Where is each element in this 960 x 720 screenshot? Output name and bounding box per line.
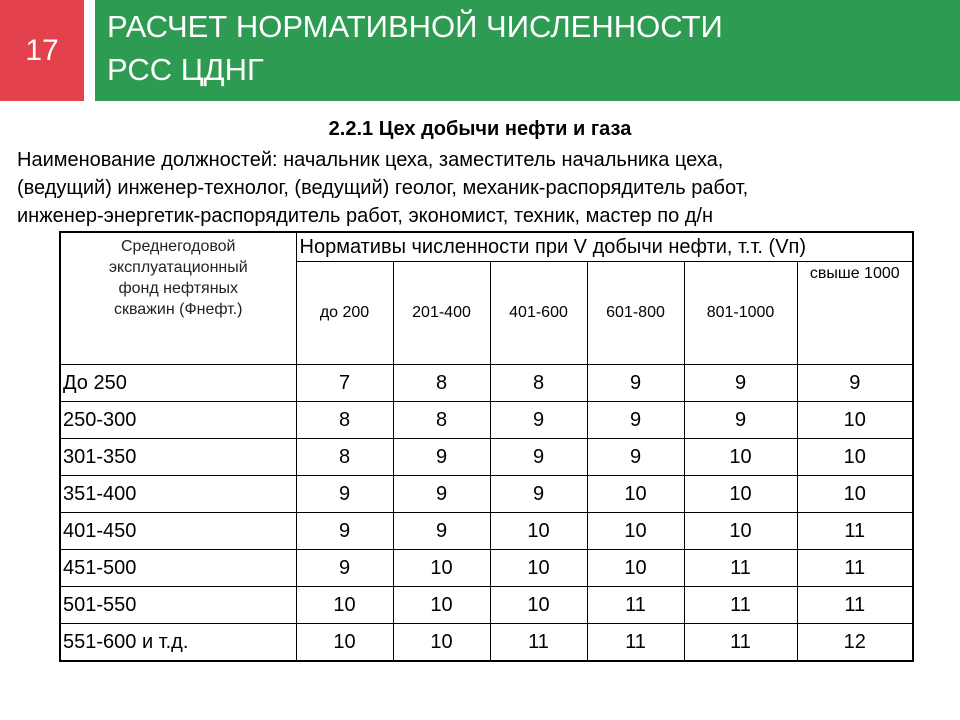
table-cell: 9 [393, 476, 490, 513]
table-cell: 9 [296, 550, 393, 587]
table-cell: 9 [393, 439, 490, 476]
table-cell: 10 [797, 402, 913, 439]
table-cell: 9 [587, 402, 684, 439]
column-header: 201-400 [393, 262, 490, 365]
table-cell: 8 [490, 365, 587, 402]
table-cell: 9 [587, 365, 684, 402]
table-row [60, 402, 913, 439]
norms-table [59, 231, 914, 662]
slide-title [95, 0, 960, 101]
caption-line: эксплуатационный [108, 259, 248, 276]
table-cell: 9 [490, 439, 587, 476]
table-cell: 10 [684, 513, 797, 550]
row-label: 501-550 [60, 587, 296, 624]
table-cell: 10 [684, 439, 797, 476]
table-cell: 10 [490, 550, 587, 587]
table-cell: 8 [393, 365, 490, 402]
row-label: 301-350 [60, 439, 296, 476]
table-cell: 9 [684, 402, 797, 439]
table-cell: 11 [797, 513, 913, 550]
table-row [60, 550, 913, 587]
table-cell: 11 [587, 587, 684, 624]
table-row [60, 476, 913, 513]
table-cell: 9 [490, 402, 587, 439]
slide-number: 17 [0, 0, 84, 101]
caption-line: фонд нефтяных [118, 280, 239, 297]
table-row [60, 513, 913, 550]
table-cell: 10 [393, 550, 490, 587]
table-cell: 10 [490, 587, 587, 624]
slide-title-line-1: РАСЧЕТ НОРМАТИВНОЙ ЧИСЛЕННОСТИ [107, 9, 723, 44]
row-label: До 250 [60, 365, 296, 402]
table-cell: 9 [587, 439, 684, 476]
table-cell: 8 [296, 402, 393, 439]
table-cell: 11 [587, 624, 684, 662]
caption-line: скважин (Фнефт.) [113, 301, 243, 318]
caption-line: Среднегодовой [121, 238, 236, 255]
table-cell: 10 [296, 624, 393, 662]
table-cell: 10 [587, 513, 684, 550]
table-cell: 10 [393, 587, 490, 624]
table-cell: 10 [684, 476, 797, 513]
description-line: Наименование должностей: начальник цеха, заместитель начальника цеха, [17, 149, 724, 171]
table-cell: 12 [797, 624, 913, 662]
table-cell: 10 [296, 587, 393, 624]
row-label: 250-300 [60, 402, 296, 439]
column-header: свыше 1000 [797, 262, 913, 365]
row-label: 351-400 [60, 476, 296, 513]
column-header: 801-1000 [684, 262, 797, 365]
table-cell: 9 [490, 476, 587, 513]
table-cell: 9 [797, 365, 913, 402]
description-line: (ведущий) инженер-технолог, (ведущий) геолог, механик-распорядитель работ, [17, 177, 749, 199]
table-cell: 10 [587, 550, 684, 587]
row-label: 401-450 [60, 513, 296, 550]
table-cell: 11 [490, 624, 587, 662]
table-cell: 8 [393, 402, 490, 439]
table-cell: 10 [797, 476, 913, 513]
table-cell: 11 [684, 624, 797, 662]
table-row [60, 587, 913, 624]
table-cell: 8 [296, 439, 393, 476]
table-cell: 10 [587, 476, 684, 513]
column-header: 401-600 [490, 262, 587, 365]
table-cell: 7 [296, 365, 393, 402]
table-cell: 9 [684, 365, 797, 402]
table-cell: 10 [797, 439, 913, 476]
row-label: 551-600 и т.д. [60, 624, 296, 662]
table-cell: 9 [393, 513, 490, 550]
column-header: до 200 [296, 262, 393, 365]
table-cell: 9 [296, 476, 393, 513]
table-cell: 10 [490, 513, 587, 550]
table-cell: 9 [296, 513, 393, 550]
table-cell: 11 [797, 587, 913, 624]
column-group-header: Нормативы численности при V добычи нефти, т.т. (Vп) [296, 232, 913, 262]
positions-description [17, 146, 947, 230]
section-subtitle: 2.2.1 Цех добычи нефти и газа [328, 118, 632, 140]
row-label: 451-500 [60, 550, 296, 587]
table-row [60, 365, 913, 402]
table-cell: 11 [797, 550, 913, 587]
row-header-caption [60, 232, 296, 365]
table-row [60, 624, 913, 662]
column-header: 601-800 [587, 262, 684, 365]
table-cell: 11 [684, 550, 797, 587]
table-cell: 10 [393, 624, 490, 662]
description-line: инженер-энергетик-распорядитель работ, экономист, техник, мастер по д/н [17, 205, 714, 227]
table-cell: 11 [684, 587, 797, 624]
table-row [60, 439, 913, 476]
slide-title-line-2: РСС ЦДНГ [107, 52, 264, 87]
